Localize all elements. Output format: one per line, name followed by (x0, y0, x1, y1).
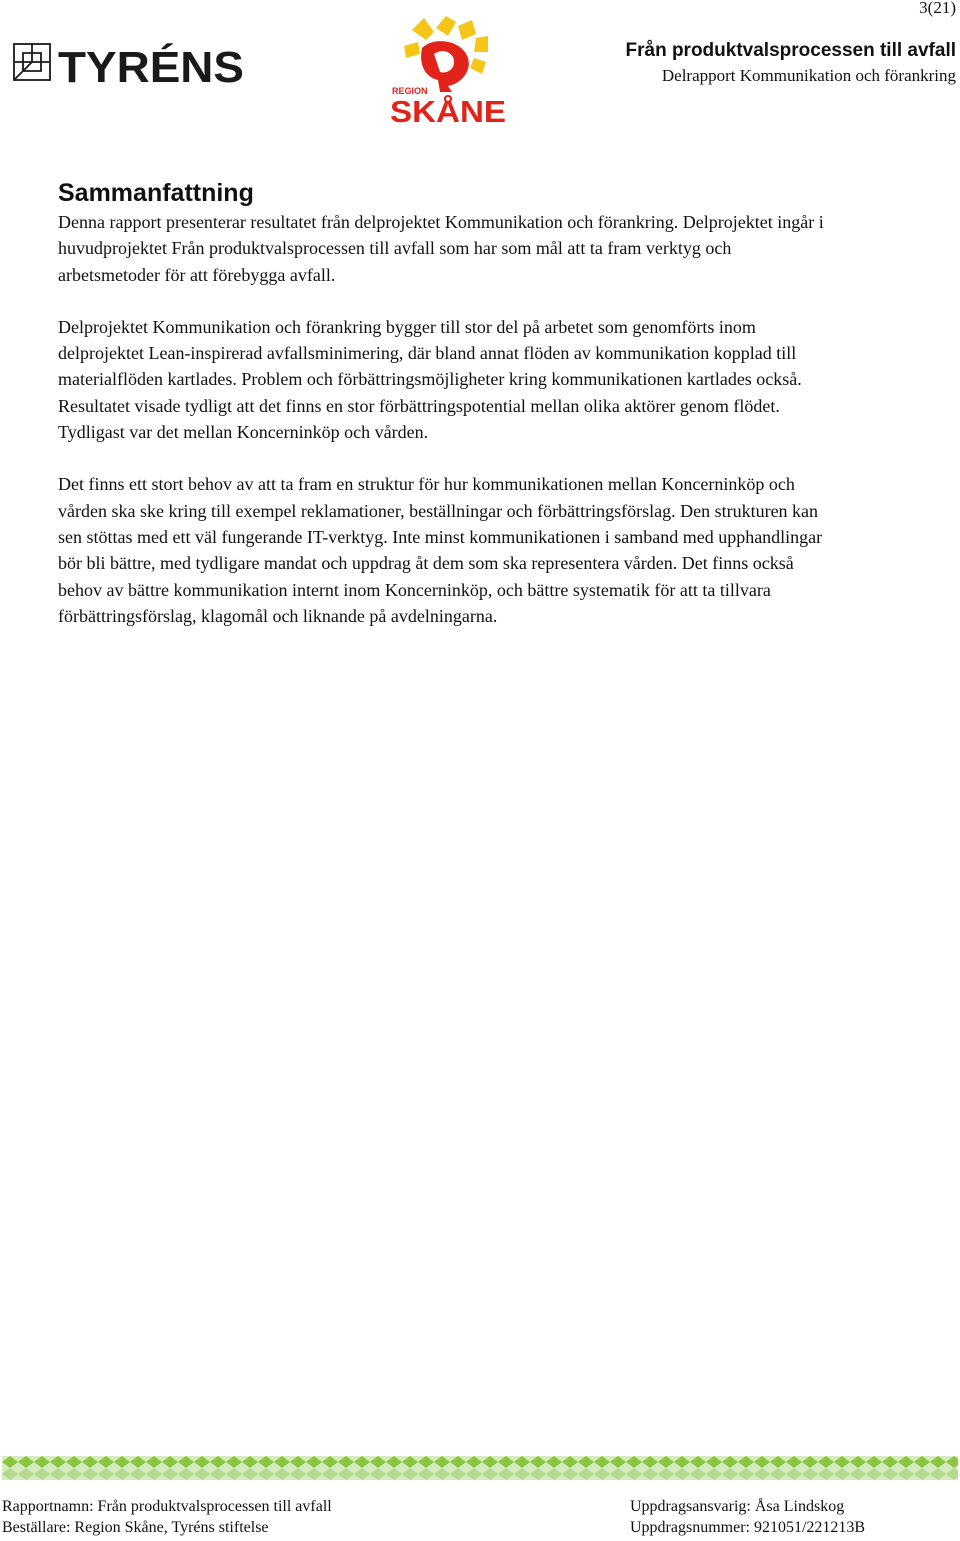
summary-heading: Sammanfattning (58, 179, 254, 207)
header-subtitle: Delrapport Kommunikation och förankring (661, 66, 956, 85)
footer-report-name: Rapportnamn: Från produktvalsprocessen till avfall (2, 1498, 332, 1515)
summary-paragraph-3: Det finns ett stort behov av att ta fram en struktur för hur kommunikationen mellan Koncerninköp och vården ska ske kring till exempel reklamationer, beställningar och förbättringsförslag. Den strukturen kan sen stöttas med ett väl fungerande IT-verktyg. Inte minst kommunikationen i samband med upphandlingar bör bli bättre, med tydligare mandat och uppdrag åt dem som ska representera vården. Det finns också behov av bättre kommunikation internt inom Koncerninköp, och bättre systematik för att ta tillvara förbättringsförslag, klagomål och liknande på avdelningarna. (58, 474, 823, 626)
footer-right (630, 1496, 865, 1538)
logo-skane-text: SKÅNE (390, 94, 506, 126)
footer-assignment-number: Uppdragsnummer: 921051/221213B (630, 1519, 866, 1536)
region-skane-logo (388, 14, 510, 126)
footer-decorative-band (2, 1456, 958, 1480)
tyrens-wordmark: TYRÉNS (58, 43, 237, 86)
footer-client: Beställare: Region Skåne, Tyréns stiftelse (2, 1519, 269, 1536)
header-title: Från produktvalsprocessen till avfall (625, 40, 956, 61)
tyrens-logo (12, 38, 248, 86)
footer-responsible: Uppdragsansvarig: Åsa Lindskog (630, 1498, 845, 1515)
summary-paragraph-2: Delprojektet Kommunikation och förankring bygger till stor del på arbetet som genomförts inom delprojektet Lean-inspirerad avfallsminimering, där bland annat flöden av kommunikation kopplad till materialflöden kartlades. Problem och förbättringsmöjligheter kring kommunikationen kartlades också. Resultatet visade tydligt att det finns en stor förbättringspotential mellan olika aktörer genom flödet. Tydligast var det mellan Koncerninköp och vården. (58, 316, 802, 443)
summary-section (58, 178, 828, 655)
footer-left (2, 1496, 332, 1538)
logo-region-text: REGION (392, 86, 428, 96)
page-number: 3(21) (919, 0, 956, 17)
summary-paragraph-1: Denna rapport presenterar resultatet från delprojektet Kommunikation och förankring. Delprojektet ingår i huvudprojektet Från produktvalsprocessen till avfall som har som mål att ta fram verktyg och arbetsmetoder för att förebygga avfall. (58, 212, 824, 285)
